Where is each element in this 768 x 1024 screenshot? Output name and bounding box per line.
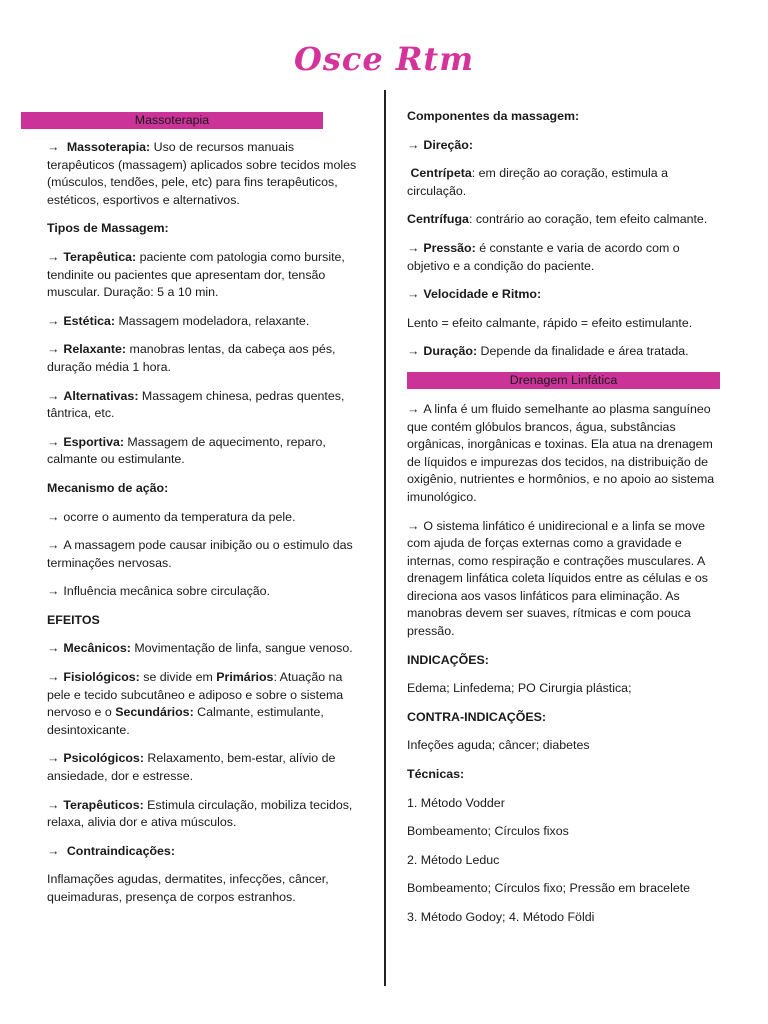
indicacoes-heading-text: INDICAÇÕES: — [407, 652, 489, 667]
sistema-paragraph — [407, 518, 725, 641]
arrow-icon: → — [407, 401, 420, 416]
efeitos-heading — [47, 612, 363, 630]
efeito-label: Mecânicos: — [63, 641, 131, 656]
efeito-text: Relaxamento, bem-estar, alívio de ansiedade, dor e estresse. — [47, 751, 336, 784]
arrow-icon: → — [47, 509, 60, 524]
arrow-icon: → — [47, 641, 60, 656]
linfa-text: A linfa é um fluido semelhante ao plasma sanguíneo que contém glóbulos brancos, água, substâncias orgânicas, inorgânicas e toxinas. Ela atua na drenagem de líquidos e impurezas dos tecidos, na distribuição de oxigênio, nutrientes e hormônios, e no apoio ao sistema imunológico. — [407, 401, 715, 504]
type-label: Alternativas: — [63, 388, 139, 403]
contraindicacoes-label: Contraindicações: — [66, 843, 175, 858]
linfa-paragraph — [407, 401, 725, 507]
arrow-icon: → — [47, 313, 60, 328]
arrow-icon: → — [407, 518, 420, 533]
arrow-icon: → — [47, 249, 60, 264]
centripeta-text: : em direção ao coração, estimula a circulação. — [407, 166, 669, 198]
centrifuga-text: : contrário ao coração, tem efeito calmante. — [468, 212, 708, 227]
column-divider — [384, 90, 386, 986]
componentes-heading — [407, 108, 725, 126]
arrow-icon: → — [47, 388, 60, 403]
mecanismo-heading-text: Mecanismo de ação: — [47, 480, 169, 495]
duracao-text: Depende da finalidade e área tratada. — [477, 344, 689, 359]
contraindicacoes-text: Inflamações agudas, dermatites, infecções, câncer, queimaduras, presença de corpos estranhos. — [47, 872, 329, 904]
centripeta-item — [407, 165, 725, 200]
efeito-mecanicos — [47, 640, 363, 658]
tipos-heading — [47, 220, 363, 238]
contra-indicacoes-heading-text: CONTRA-INDICAÇÕES: — [407, 709, 547, 724]
efeito-fisiologicos — [47, 669, 363, 739]
efeito-text: Calmante, estimulante, desintoxicante. — [47, 705, 324, 737]
type-label: Estética: — [63, 313, 116, 328]
arrow-icon: → — [47, 584, 60, 599]
type-item — [47, 434, 363, 469]
indicacoes-heading — [407, 652, 725, 670]
arrow-icon: → — [407, 240, 420, 255]
type-label: Terapêutica: — [63, 249, 137, 264]
mecanismo-heading — [47, 480, 363, 498]
efeito-label: Psicológicos: — [63, 751, 144, 766]
efeito-psicologicos — [47, 750, 363, 785]
centrifuga-label: Centrífuga — [407, 212, 469, 227]
arrow-icon: → — [47, 670, 60, 685]
indicacoes-text: Edema; Linfedema; PO Cirurgia plástica; — [407, 681, 632, 696]
velocidade-text: Lento = efeito calmante, rápido = efeito estimulante. — [407, 315, 693, 330]
arrow-icon: → — [407, 137, 420, 152]
mecanismo-text: A massagem pode causar inibição ou o estimulo das terminações nervosas. — [47, 538, 353, 570]
arrow-icon: → — [407, 287, 420, 302]
pressao-text: é constante e varia de acordo com o objetivo e a condição do paciente. — [407, 240, 680, 273]
pressao-label: Pressão: — [423, 240, 476, 255]
contra-indicacoes-text: Infeções aguda; câncer; diabetes — [407, 738, 590, 753]
tecnica-item: Bombeamento; Círculos fixo; Pressão em bracelete — [407, 881, 691, 896]
mecanismo-text: Influência mecânica sobre circulação. — [63, 584, 271, 599]
type-text: paciente com patologia como bursite, tendinite ou pacientes que apresentam dor, tensão muscular. Duração: 5 a 10 min. — [47, 249, 345, 300]
componentes-heading-text: Componentes da massagem: — [407, 109, 580, 123]
arrow-icon: → — [47, 342, 60, 357]
section-header-drenagem: Drenagem Linfática — [407, 372, 720, 389]
tecnica-item: 1. Método Vodder — [407, 795, 505, 810]
arrow-icon: → — [47, 140, 60, 154]
centripeta-label: Centrípeta — [410, 166, 472, 181]
type-label: Relaxante: — [63, 342, 127, 357]
duracao-label: Duração: — [423, 344, 478, 359]
page-title: Osce Rtm — [293, 40, 475, 78]
mecanismo-text: ocorre o aumento da temperatura da pele. — [63, 509, 296, 524]
tecnicas-heading — [407, 766, 725, 784]
tecnica-item: 3. Método Godoy; 4. Método Földi — [407, 910, 595, 924]
tipos-heading-text: Tipos de Massagem: — [47, 221, 169, 236]
contraindicacoes-heading — [47, 843, 363, 861]
efeito-label: Terapêuticos: — [63, 797, 144, 812]
type-text: Massagem modeladora, relaxante. — [115, 313, 310, 328]
definition-label: Massoterapia: — [66, 140, 151, 154]
mecanismo-item — [47, 509, 363, 527]
contra-indicacoes-heading — [407, 709, 725, 727]
centrifuga-item — [407, 211, 725, 229]
efeito-text: se divide em — [139, 670, 217, 685]
primarios-label: Primários — [216, 670, 274, 685]
direcao-label: Direção: — [423, 137, 473, 152]
efeito-text: Estimula circulação, mobiliza tecidos, relaxa, alivia dor e ativa músculos. — [47, 797, 353, 830]
arrow-icon: → — [47, 751, 60, 766]
efeito-text: : Atuação na pele e tecido subcutâneo e adiposo e sobre o sistema nervoso e o — [47, 670, 344, 720]
direcao-heading — [407, 137, 725, 155]
velocidade-heading — [407, 286, 725, 304]
efeito-text: Movimentação de linfa, sangue venoso. — [130, 641, 353, 656]
efeito-terapeuticos — [47, 797, 363, 832]
type-text: Massagem chinesa, pedras quentes, tântrica, etc. — [47, 388, 345, 421]
efeitos-heading-text: EFEITOS — [47, 612, 100, 627]
section-header-massoterapia: Massoterapia — [21, 112, 323, 129]
type-text: manobras lentas, da cabeça aos pés, duração média 1 hora. — [47, 342, 336, 374]
pressao-item — [407, 240, 725, 275]
definition-text: Uso de recursos manuais terapêuticos (massagem) aplicados sobre tecidos moles (músculos, tendões, pele, etc) para fins terapêuticos, estéticos, esportivos e alternativos. — [47, 140, 357, 207]
mecanismo-item — [47, 583, 363, 601]
type-item — [47, 249, 363, 302]
right-column — [407, 108, 725, 938]
tecnica-item: 2. Método Leduc — [407, 852, 500, 867]
type-item — [47, 388, 363, 423]
arrow-icon: → — [47, 538, 60, 553]
type-item — [47, 313, 363, 331]
arrow-icon: → — [47, 843, 60, 858]
type-item — [47, 341, 363, 376]
duracao-item — [407, 343, 725, 361]
type-label: Esportiva: — [63, 434, 124, 449]
arrow-icon: → — [407, 344, 420, 359]
left-column — [47, 112, 363, 918]
tecnicas-heading-text: Técnicas: — [407, 767, 465, 782]
arrow-icon: → — [47, 434, 60, 449]
massoterapia-definition — [47, 139, 363, 209]
sistema-text: O sistema linfático é unidirecional e a linfa se move com ajuda de forças externas como a gravidade e internas, como respiração e contrações musculares. A drenagem linfática coleta líquidos entre as células e os direciona aos vasos linfáticos para eliminação. As manobras devem ser suaves, rítmicas e com pouca pressão. — [407, 518, 708, 639]
type-text: Massagem de aquecimento, reparo, calmante ou estimulante. — [47, 434, 326, 467]
secundarios-label: Secundários: — [115, 705, 194, 720]
velocidade-label: Velocidade e Ritmo: — [423, 287, 542, 302]
tecnica-item: Bombeamento; Círculos fixos — [407, 824, 569, 839]
efeito-label: Fisiológicos: — [63, 670, 140, 685]
arrow-icon: → — [47, 797, 60, 812]
mecanismo-item — [47, 537, 363, 572]
